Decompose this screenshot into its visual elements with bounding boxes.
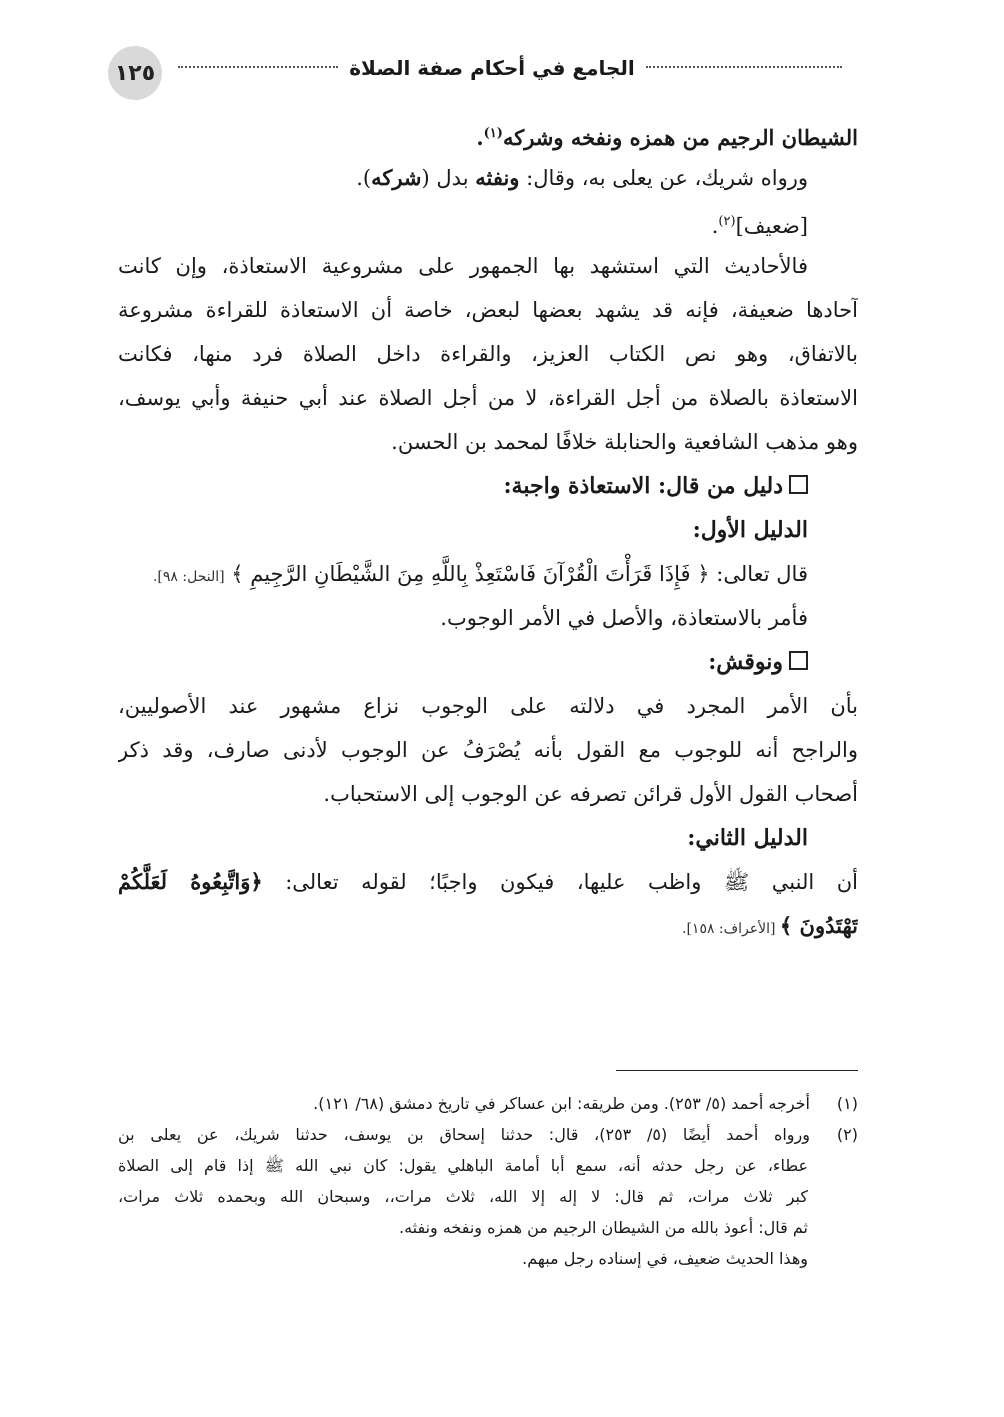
header-dotted-rule-left: [178, 66, 338, 68]
footnote-separator: [616, 1070, 858, 1071]
footnote-line: وهذا الحديث ضعيف، في إسناده رجل مبهم.: [522, 1249, 808, 1268]
footnote-line: ثم قال: أعوذ بالله من الشيطان الرجيم من همزه ونفخه ونفثه.: [399, 1218, 808, 1237]
quran-verse: ﴿وَاتَّبِعُوهُ لَعَلَّكُمْ: [118, 869, 263, 894]
paragraph-line: بالاتفاق، وهو نص الكتاب العزيز، والقراءة داخل الصلاة فرد منها، فكانت: [118, 342, 858, 366]
grading-line: [ضعيف]$^{(٢)}$.: [711, 214, 808, 238]
text-line: الشيطان الرجيم من همزه ونفخه وشركه$^{(١)}$.: [476, 125, 858, 150]
paragraph-line: بأن الأمر المجرد في دلالته على الوجوب نزاع مشهور عند الأصوليين،: [118, 694, 858, 718]
section-heading-proof: دليل من قال: الاستعاذة واجبة:: [118, 464, 858, 508]
footnote-2: (٢)ورواه أحمد أيضًا (٥/ ٢٥٣)، قال: حدثنا إسحاق بن يوسف، حدثنا شريك، عن يعلى بن: [118, 1119, 858, 1150]
quran-verse: تَهْتَدُونَ ﴾: [779, 913, 858, 938]
running-header-title: الجامع في أحكام صفة الصلاة: [349, 56, 635, 80]
page-number-badge: [108, 46, 162, 100]
heading-second-proof: الدليل الثاني:: [687, 825, 808, 851]
heading-first-proof: الدليل الأول:: [692, 517, 808, 543]
paragraph-line: فالأحاديث التي استشهد بها الجمهور على مشروعية الاستعاذة، وإن كانت: [118, 254, 808, 278]
footnote-marker[interactable]: (٢): [718, 214, 736, 229]
text-line: فأمر بالاستعاذة، والأصل في الأمر الوجوب.: [440, 606, 808, 630]
footnote-line: كبر ثلاث مرات، ثم قال: لا إله إلا الله، ثلاث مرات،، وسبحان الله وبحمده ثلاث مرات،: [118, 1187, 808, 1206]
quran-verse: ﴿ فَإِذَا قَرَأْتَ الْقُرْآنَ فَاسْتَعِذْ بِاللَّهِ مِنَ الشَّيْطَانِ الرَّجِيمِ ﴾: [231, 562, 710, 586]
verse-line: قال تعالى: ﴿ فَإِذَا قَرَأْتَ الْقُرْآنَ فَاسْتَعِذْ بِاللَّهِ مِنَ الشَّيْطَانِ الرَّجِيمِ ﴾ [النحل: ٩٨].: [152, 562, 808, 586]
paragraph-line: أصحاب القول الأول قرائن تصرفه عن الوجوب إلى الاستحباب.: [323, 782, 858, 806]
verse-reference: [النحل: ٩٨].: [152, 569, 225, 585]
checkbox-square-icon: [789, 475, 808, 494]
paragraph-line: آحادها ضعيفة، فإنه قد يشهد بعضها لبعض، خاصة أن الاستعاذة للقراءة مشروعة: [118, 298, 858, 322]
checkbox-square-icon: [789, 651, 808, 670]
verse-line: [118, 904, 858, 948]
verse-line: أن النبي ﷺ واظب عليها، فيكون واجبًا؛ لقوله تعالى: ﴿وَاتَّبِعُوهُ لَعَلَّكُمْ: [118, 869, 858, 894]
text-line: ورواه شريك، عن يعلى به، وقال: ونفثه بدل (شركه).: [356, 165, 808, 190]
footnote-line: عطاء، عن رجل حدثه أنه، سمع أبا أمامة الباهلي يقول: كان نبي الله ﷺ إذا قام إلى الصلاة: [118, 1156, 808, 1175]
page-number: ١٢٥: [114, 60, 156, 86]
main-text: [118, 112, 858, 948]
footnote-number: (١): [836, 1094, 858, 1113]
footnote-1: (١)أخرجه أحمد (٥/ ٢٥٣). ومن طريقه: ابن عساكر في تاريخ دمشق (٦٨/ ١٢١).: [118, 1088, 858, 1119]
paragraph-line: وهو مذهب الشافعية والحنابلة خلافًا لمحمد بن الحسن.: [391, 430, 858, 454]
paragraph-line: والراجح أنه للوجوب مع القول بأنه يُصْرَفُ عن الوجوب لأدنى صارف، وقد ذكر: [118, 738, 858, 762]
paragraph-line: الاستعاذة بالصلاة من أجل القراءة، لا من أجل الصلاة عند أبي حنيفة وأبي يوسف،: [118, 386, 858, 410]
footnotes: [118, 1088, 858, 1274]
footnote-number: (٢): [836, 1125, 858, 1144]
section-heading-discussion: ونوقش:: [118, 640, 858, 684]
footnote-marker[interactable]: (١): [483, 126, 503, 141]
verse-reference: [الأعراف: ١٥٨].: [682, 921, 780, 937]
header-dotted-rule-right: [646, 66, 842, 68]
